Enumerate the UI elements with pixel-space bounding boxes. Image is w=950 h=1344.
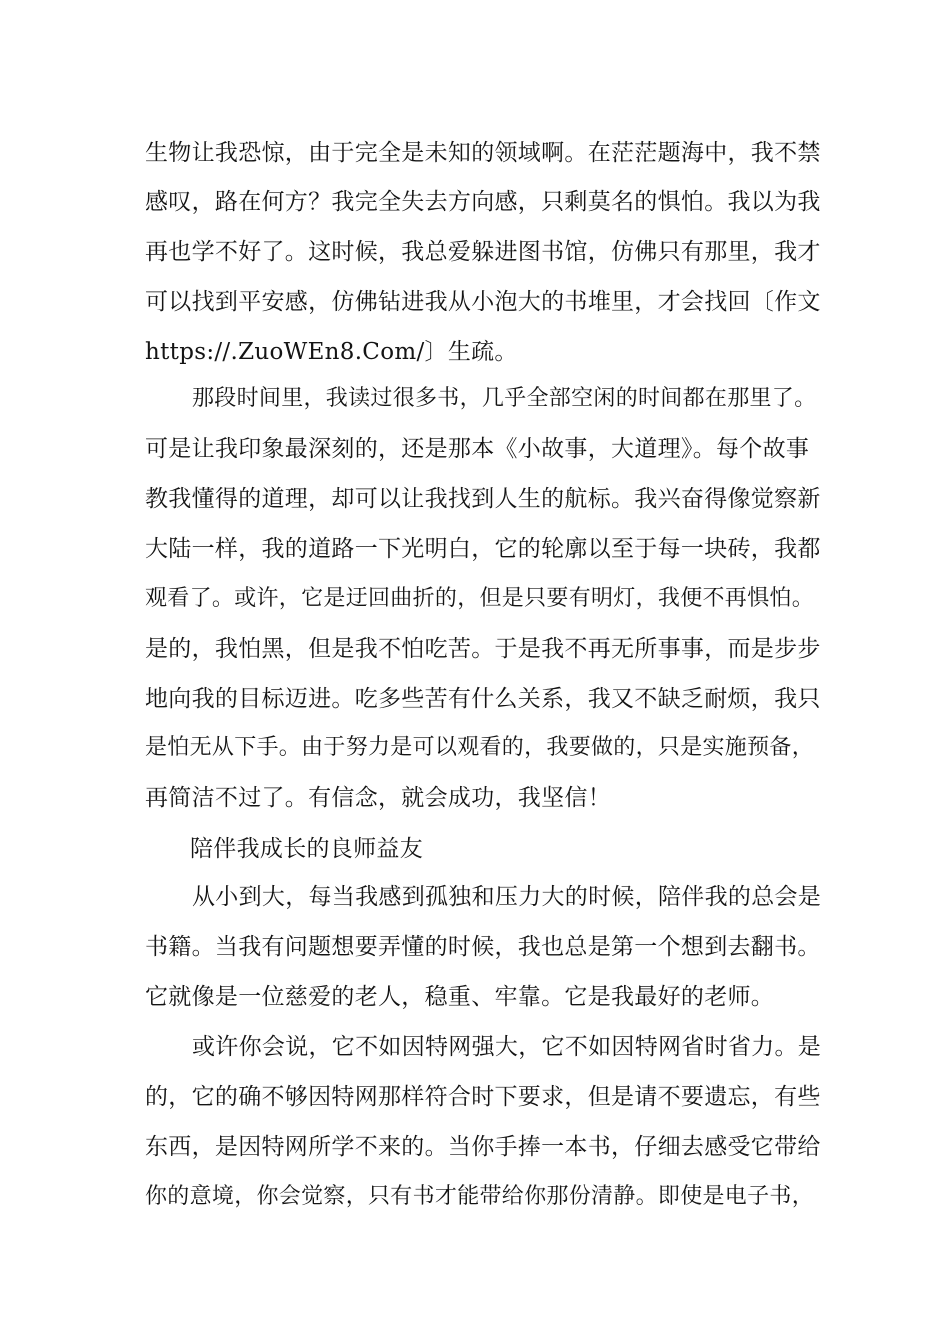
paragraph-line: 的，它的确不够因特网那样符合时下要求，但是请不要遗忘，有些 <box>145 1084 821 1110</box>
paragraph-line: 它就像是一位慈爱的老人，稳重、牢靠。它是我最好的老师。 <box>145 984 775 1010</box>
paragraph-line: 那段时间里，我读过很多书，几乎全部空闲的时间都在那里了。 <box>192 386 817 411</box>
paragraph-line: 或许你会说，它不如因特网强大，它不如因特网省时省力。是 <box>192 1034 822 1060</box>
section-heading: 陪伴我成长的良师益友 <box>190 836 423 862</box>
paragraph-line: 大陆一样，我的道路一下光明白，它的轮廓以至于每一块砖，我都 <box>145 536 821 562</box>
paragraph-line: 是的，我怕黑，但是我不怕吃苦。于是我不再无所事事，而是步步 <box>145 636 821 662</box>
paragraph-line: 地向我的目标迈进。吃多些苦有什么关系，我又不缺乏耐烦，我只 <box>145 686 821 712</box>
paragraph-line: 可是让我印象最深刻的，还是那本《小故事，大道理》。每个故事 <box>145 436 810 462</box>
paragraph-line: 可以找到平安感，仿佛钻进我从小泡大的书堆里，才会找回〔作文 <box>145 289 821 315</box>
paragraph-line: 东西，是因特网所学不来的。当你手捧一本书，仔细去感受它带给 <box>145 1134 821 1160</box>
paragraph-line: 观看了。或许，它是迂回曲折的，但是只要有明灯，我便不再惧怕。 <box>145 586 815 611</box>
paragraph-line: 是怕无从下手。由于努力是可以观看的，我要做的，只是实施预备， <box>145 735 815 760</box>
paragraph-line: 感叹，路在何方？我完全失去方向感，只剩莫名的惧怕。我以为我 <box>145 189 821 215</box>
paragraph-line: 从小到大，每当我感到孤独和压力大的时候，陪伴我的总会是 <box>192 884 822 910</box>
paragraph-line: https://.ZuoWEn8.Com/〕生疏。 <box>145 339 518 365</box>
paragraph-line: 书籍。当我有问题想要弄懂的时候，我也总是第一个想到去翻书。 <box>145 934 821 960</box>
paragraph-line: 生物让我恐惊，由于完全是未知的领域啊。在茫茫题海中，我不禁 <box>145 140 821 166</box>
paragraph-line: 教我懂得的道理，却可以让我找到人生的航标。我兴奋得像觉察新 <box>145 486 821 512</box>
paragraph-line: 再也学不好了。这时候，我总爱躲进图书馆，仿佛只有那里，我才 <box>145 239 821 265</box>
paragraph-line: 你的意境，你会觉察，只有书才能带给你那份清静。即使是电子书， <box>145 1184 815 1209</box>
paragraph-line: 再简洁不过了。有信念，就会成功，我坚信！ <box>145 785 611 811</box>
